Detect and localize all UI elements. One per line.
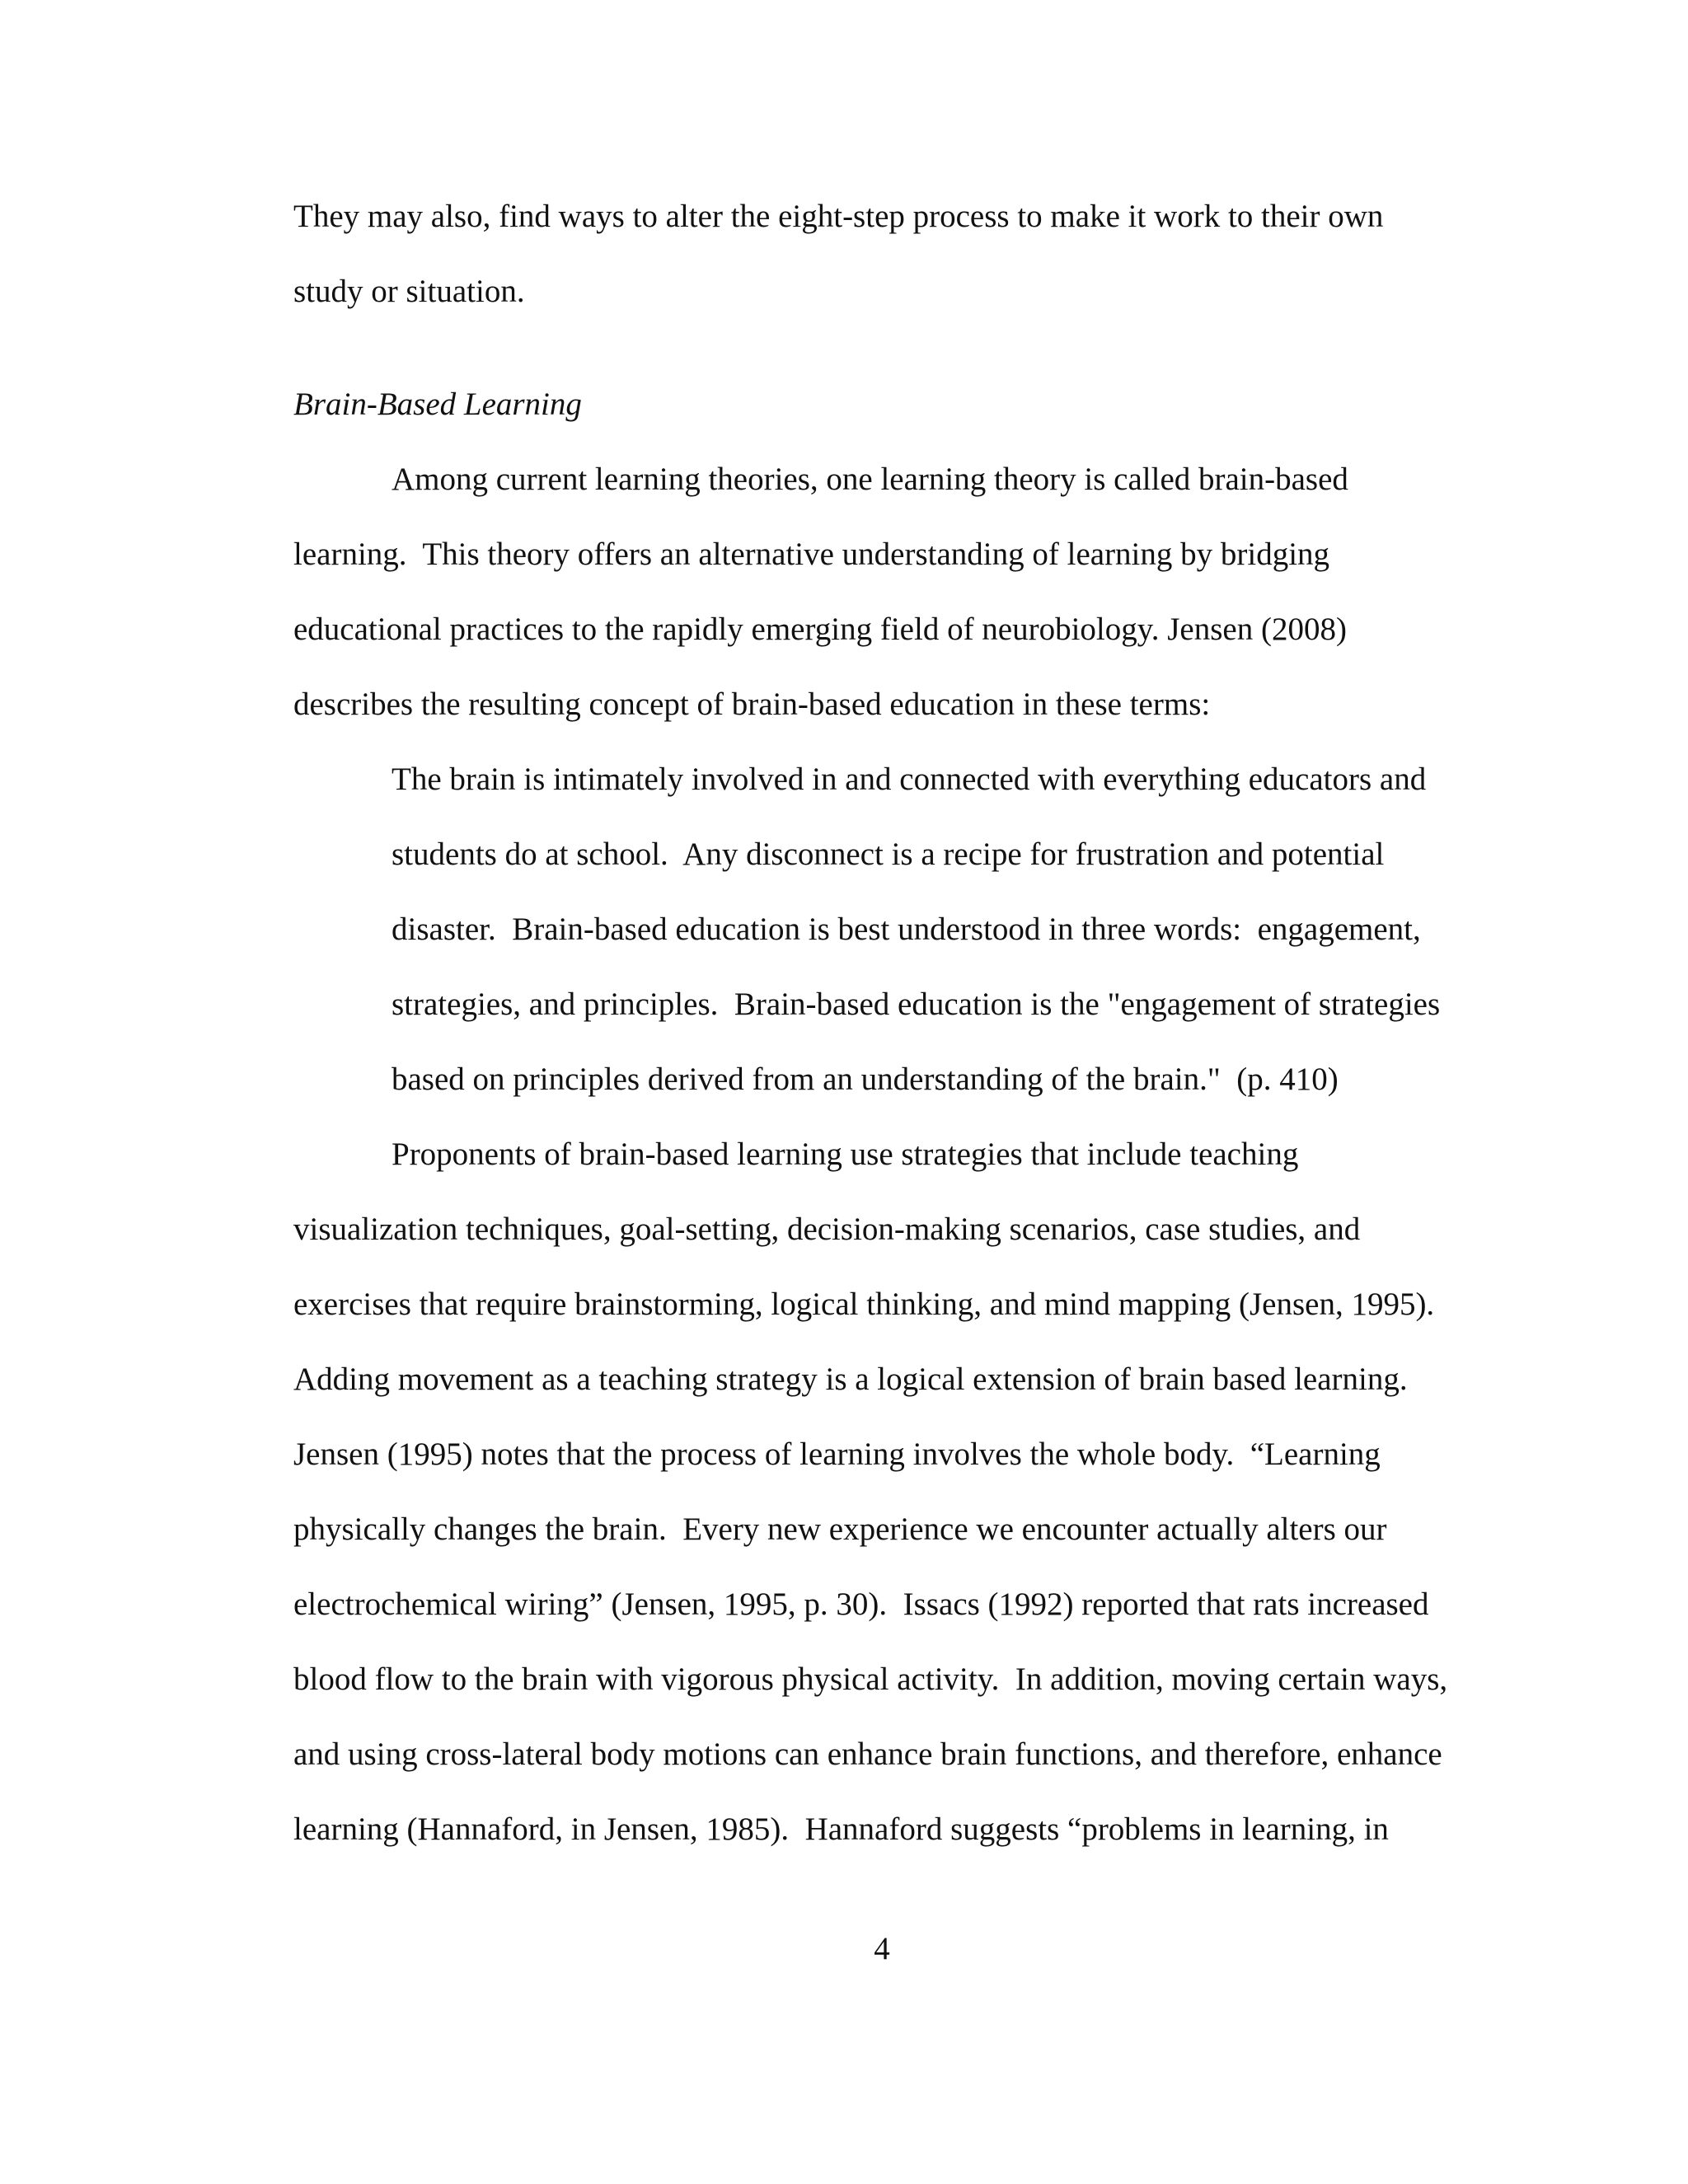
paragraph-line: learning (Hannaford, in Jensen, 1985). Hannaford suggests “problems in learning, in xyxy=(293,1811,1389,1847)
block-quote-line: strategies, and principles. Brain-based education is the "engagement of strategies xyxy=(392,987,1441,1022)
paragraph-line: and using cross-lateral body motions can enhance brain functions, and therefore, enhance xyxy=(293,1736,1442,1772)
paragraph-line: describes the resulting concept of brain-based education in these terms: xyxy=(293,687,1211,722)
paragraph-continuation-line: study or situation. xyxy=(293,274,525,309)
paragraph-line: Proponents of brain-based learning use strategies that include teaching xyxy=(392,1137,1299,1172)
paragraph-line: physically changes the brain. Every new experience we encounter actually alters our xyxy=(293,1511,1387,1547)
section-heading: Brain-Based Learning xyxy=(293,387,582,422)
paragraph-line: Adding movement as a teaching strategy is a logical extension of brain based learning. xyxy=(293,1361,1408,1397)
paragraph-line: visualization techniques, goal-setting, decision-making scenarios, case studies, and xyxy=(293,1212,1361,1247)
paragraph-continuation-line: They may also, find ways to alter the eight-step process to make it work to their own xyxy=(293,199,1384,234)
block-quote-line: disaster. Brain-based education is best understood in three words: engagement, xyxy=(392,912,1421,947)
paragraph-line: learning. This theory offers an alternative understanding of learning by bridging xyxy=(293,537,1330,572)
paragraph-line: blood flow to the brain with vigorous physical activity. In addition, moving certain ways, xyxy=(293,1661,1448,1697)
paragraph-line: electrochemical wiring” (Jensen, 1995, p. 30). Issacs (1992) reported that rats increased xyxy=(293,1586,1429,1622)
block-quote-line: The brain is intimately involved in and connected with everything educators and xyxy=(392,762,1427,797)
block-quote-line: based on principles derived from an understanding of the brain." (p. 410) xyxy=(392,1062,1339,1097)
paragraph-line: educational practices to the rapidly emerging field of neurobiology. Jensen (2008) xyxy=(293,612,1347,647)
paragraph-line: Jensen (1995) notes that the process of learning involves the whole body. “Learning xyxy=(293,1436,1381,1472)
page-number: 4 xyxy=(874,1931,890,1966)
block-quote-line: students do at school. Any disconnect is a recipe for frustration and potential xyxy=(392,837,1385,872)
paragraph-line: Among current learning theories, one learning theory is called brain-based xyxy=(392,462,1348,497)
paragraph-line: exercises that require brainstorming, logical thinking, and mind mapping (Jensen, 1995). xyxy=(293,1286,1435,1322)
